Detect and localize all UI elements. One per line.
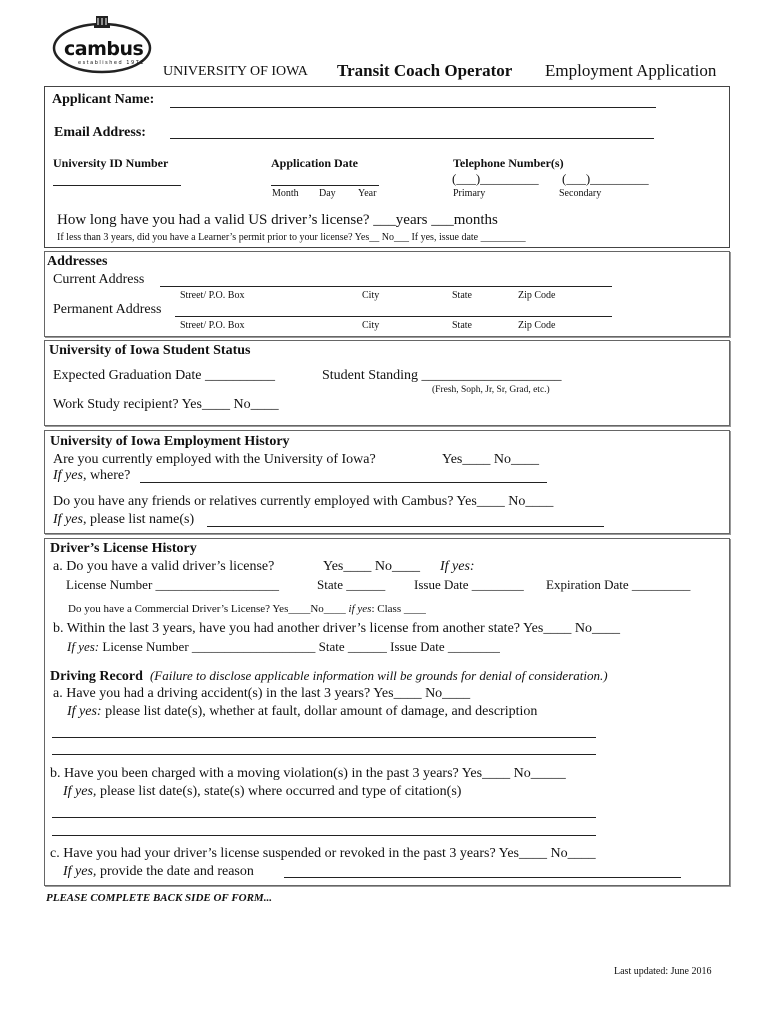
relatives-names-label: , please list name(s) <box>82 512 195 527</box>
complete-back-side-note: PLEASE COMPLETE BACK SIDE OF FORM... <box>46 892 272 904</box>
permanent-state-col: State <box>452 320 472 331</box>
graduation-date-field[interactable]: Expected Graduation Date __________ <box>53 368 275 383</box>
current-address-field[interactable] <box>160 286 612 287</box>
violation-detail-line-2[interactable] <box>52 835 596 836</box>
telephone-label: Telephone Number(s) <box>453 156 564 170</box>
logo-wordmark: cambus <box>64 38 144 60</box>
suspension-detail-row <box>63 864 254 880</box>
current-city-col: City <box>362 290 380 301</box>
date-month-label: Month <box>272 188 299 199</box>
employment-where-field[interactable] <box>140 482 547 483</box>
email-field[interactable] <box>170 138 654 139</box>
license-issue-date-field[interactable]: Issue Date ________ <box>414 577 524 592</box>
accident-detail-row <box>67 704 537 720</box>
university-id-label: University ID Number <box>53 156 169 170</box>
phone-secondary-label: Secondary <box>559 188 602 199</box>
cambus-logo <box>50 12 154 76</box>
employment-where-ifyes: If yes <box>53 468 83 483</box>
cdl-ifyes: if yes <box>348 603 372 615</box>
violation-detail-line-1[interactable] <box>52 817 596 818</box>
permanent-street-col: Street/ P.O. Box <box>180 320 245 331</box>
suspension-detail-label: provide the date and reason <box>99 864 254 879</box>
driving-record-header <box>50 668 608 685</box>
suspension-detail-field[interactable] <box>284 877 681 878</box>
cdl-question[interactable]: Do you have a Commercial Driver’s License? Yes____No____ <box>68 603 346 615</box>
accident-detail-line-2[interactable] <box>52 754 596 755</box>
other-state-fields[interactable]: License Number ___________________ State ______ Issue Date ________ <box>102 639 500 654</box>
addresses-title: Addresses <box>47 254 108 269</box>
phone-secondary-field[interactable]: (___)_________ <box>562 171 649 186</box>
work-study-question[interactable]: Work Study recipient? Yes____ No____ <box>53 397 279 412</box>
current-address-label: Current Address <box>53 272 145 287</box>
employment-history-title: University of Iowa Employment History <box>50 434 290 449</box>
email-label: Email Address: <box>54 125 146 140</box>
applicant-name-label: Applicant Name: <box>52 92 155 107</box>
form-title: Employment Application <box>545 61 717 80</box>
violation-ifyes: If yes, <box>63 784 97 799</box>
date-day-label: Day <box>319 188 336 199</box>
currently-employed-answer[interactable]: Yes____ No____ <box>442 452 539 467</box>
license-number-field[interactable]: License Number ___________________ <box>66 577 280 592</box>
phone-primary-field[interactable]: (___)_________ <box>452 171 539 186</box>
addresses-section <box>44 251 730 337</box>
accident-detail-line-1[interactable] <box>52 737 596 738</box>
driving-record-title: Driving Record <box>50 669 143 684</box>
relatives-names-field[interactable] <box>207 526 604 527</box>
current-state-col: State <box>452 290 472 301</box>
license-expiration-field[interactable]: Expiration Date _________ <box>546 577 691 592</box>
accident-detail-label: please list date(s), whether at fault, dollar amount of damage, and description <box>105 704 538 719</box>
position-title: Transit Coach Operator <box>337 61 513 80</box>
violation-detail-label: please list date(s), state(s) where occurred and type of citation(s) <box>99 784 462 799</box>
other-state-row <box>67 639 500 655</box>
cdl-class-field[interactable]: : Class ____ <box>371 603 426 615</box>
drivers-license-title: Driver’s License History <box>50 541 197 556</box>
learner-permit-question: If less than 3 years, did you have a Learner’s permit prior to your license? Yes__ No___ If yes, issue date _________ <box>57 232 526 243</box>
relatives-ifyes: If yes <box>53 512 83 527</box>
employment-where-label: , where? <box>82 468 131 483</box>
relatives-employed-question[interactable]: Do you have any friends or relatives currently employed with Cambus? Yes____ No____ <box>53 494 554 509</box>
university-id-field[interactable] <box>53 185 181 186</box>
relatives-names-row <box>53 512 194 528</box>
last-updated: Last updated: June 2016 <box>614 966 712 977</box>
moving-violation-question[interactable]: b. Have you been charged with a moving violation(s) in the past 3 years? Yes____ No_____ <box>50 766 566 781</box>
permanent-city-col: City <box>362 320 380 331</box>
date-year-label: Year <box>358 188 377 199</box>
cdl-row <box>68 603 426 615</box>
license-state-field[interactable]: State ______ <box>317 577 386 592</box>
logo-tagline: established 1972 <box>78 60 145 66</box>
permanent-zip-col: Zip Code <box>518 320 556 331</box>
university-name: UNIVERSITY OF IOWA <box>163 64 308 79</box>
other-state-ifyes: If yes: <box>67 639 100 654</box>
permanent-address-field[interactable] <box>175 316 612 317</box>
application-date-label: Application Date <box>271 156 358 170</box>
accident-question[interactable]: a. Have you had a driving accident(s) in the last 3 years? Yes____ No____ <box>53 686 471 701</box>
student-standing-field[interactable]: Student Standing ____________________ <box>322 368 562 383</box>
driving-record-note: (Failure to disclose applicable information will be grounds for denial of consideration.) <box>149 668 608 683</box>
license-duration-question: How long have you had a valid US driver’s license? ___years ___months <box>57 212 498 228</box>
student-standing-hint: (Fresh, Soph, Jr, Sr, Grad, etc.) <box>432 385 550 395</box>
student-status-title: University of Iowa Student Status <box>49 343 251 358</box>
phone-primary-label: Primary <box>453 188 486 199</box>
violation-detail-row <box>63 784 461 800</box>
application-date-field[interactable] <box>271 185 379 186</box>
accident-ifyes: If yes: <box>67 704 102 719</box>
other-state-license-question[interactable]: b. Within the last 3 years, have you had another driver’s license from another state? Yes____ No____ <box>53 621 620 636</box>
current-street-col: Street/ P.O. Box <box>180 290 245 301</box>
permanent-address-label: Permanent Address <box>53 302 162 317</box>
applicant-name-field[interactable] <box>170 107 656 108</box>
suspension-ifyes: If yes, <box>63 864 97 879</box>
valid-license-answer[interactable]: Yes____ No____ <box>323 559 420 574</box>
valid-license-question: a. Do you have a valid driver’s license? <box>53 559 275 574</box>
valid-license-ifyes: If yes: <box>440 559 475 574</box>
license-suspended-question[interactable]: c. Have you had your driver’s license suspended or revoked in the past 3 years? Yes____ No____ <box>50 846 596 861</box>
employment-where-row <box>53 468 130 484</box>
currently-employed-question: Are you currently employed with the University of Iowa? <box>53 452 376 467</box>
current-zip-col: Zip Code <box>518 290 556 301</box>
